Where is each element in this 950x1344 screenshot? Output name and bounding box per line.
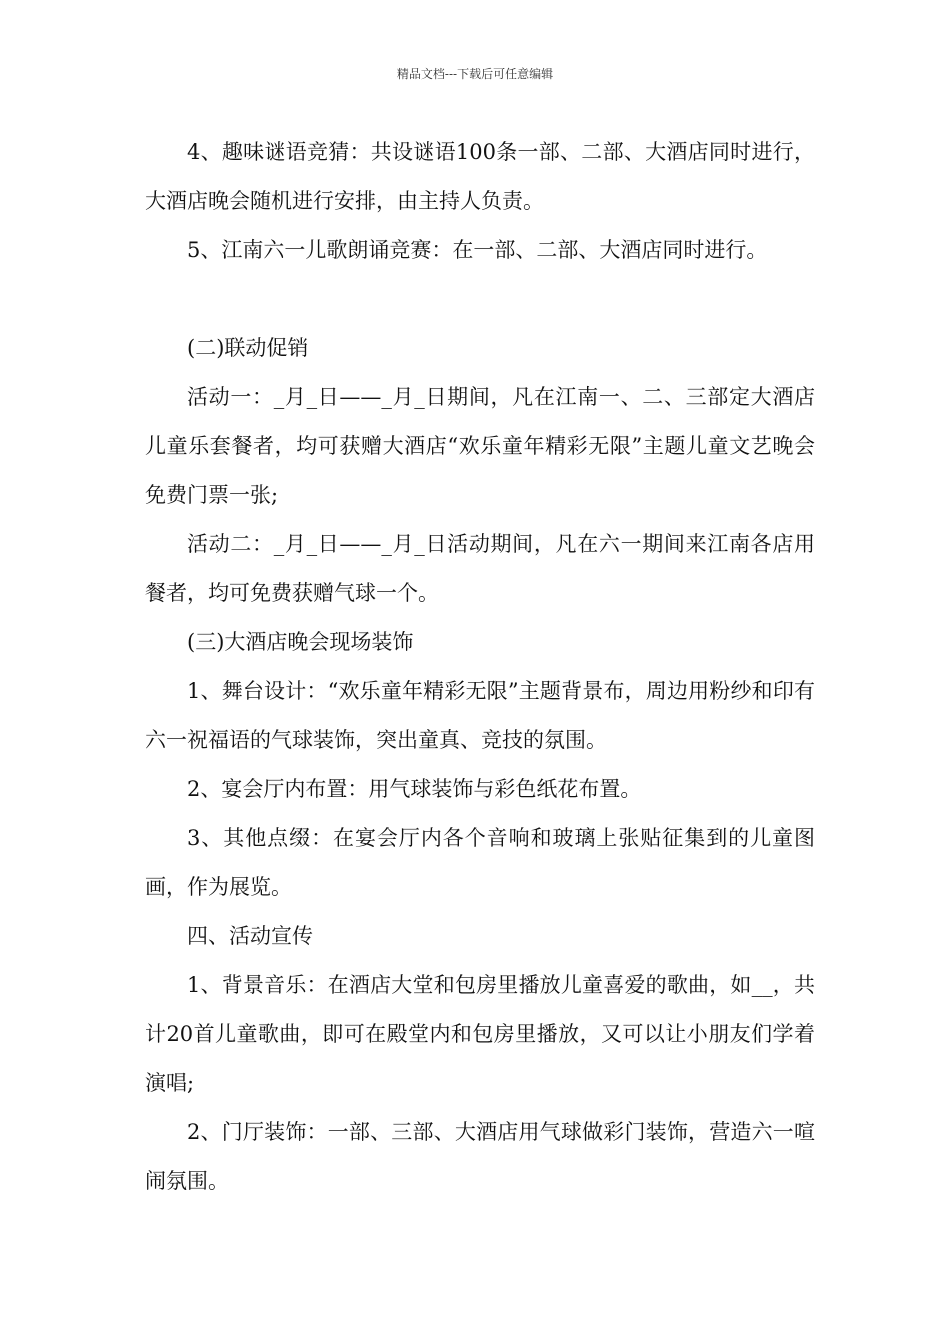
paragraph-promotion-one: 活动一：_月_日——_月_日期间，凡在江南一、二、三部定大酒店儿童乐套餐者，均可获赠大酒店“欢乐童年精彩无限”主题儿童文艺晚会免费门票一张; bbox=[145, 385, 815, 507]
page-header: 精品文档---下载后可任意编辑 bbox=[396, 67, 554, 81]
section-heading-joint-promotion: (二)联动促销 bbox=[187, 336, 309, 360]
paragraph-background-music: 1、背景音乐：在酒店大堂和包房里播放儿童喜爱的歌曲，如__，共计20首儿童歌曲，即可在殿堂内和包房里播放，又可以让小朋友们学着演唱; bbox=[145, 973, 815, 1095]
paragraph-riddle-contest: 4、趣味谜语竞猜：共设谜语100条一部、二部、大酒店同时进行，大酒店晚会随机进行安排，由主持人负责。 bbox=[145, 140, 815, 213]
section-heading-venue-decoration: (三)大酒店晚会现场装饰 bbox=[187, 630, 414, 654]
paragraph-hall-layout: 2、宴会厅内布置：用气球装饰与彩色纸花布置。 bbox=[187, 777, 642, 801]
section-heading-publicity: 四、活动宣传 bbox=[187, 924, 313, 948]
document-body bbox=[145, 128, 815, 1206]
paragraph-promotion-two: 活动二：_月_日——_月_日活动期间，凡在六一期间来江南各店用餐者，均可免费获赠气球一个。 bbox=[145, 532, 815, 605]
section-spacer bbox=[145, 275, 815, 324]
paragraph-other-decoration: 3、其他点缀：在宴会厅内各个音响和玻璃上张贴征集到的儿童图画，作为展览。 bbox=[145, 826, 815, 899]
paragraph-lobby-decoration: 2、门厅装饰：一部、三部、大酒店用气球做彩门装饰，营造六一喧闹氛围。 bbox=[145, 1120, 815, 1193]
paragraph-stage-design: 1、舞台设计：“欢乐童年精彩无限”主题背景布，周边用粉纱和印有六一祝福语的气球装饰，突出童真、竞技的氛围。 bbox=[145, 679, 815, 752]
paragraph-nursery-rhyme-contest: 5、江南六一儿歌朗诵竞赛：在一部、二部、大酒店同时进行。 bbox=[187, 238, 768, 262]
